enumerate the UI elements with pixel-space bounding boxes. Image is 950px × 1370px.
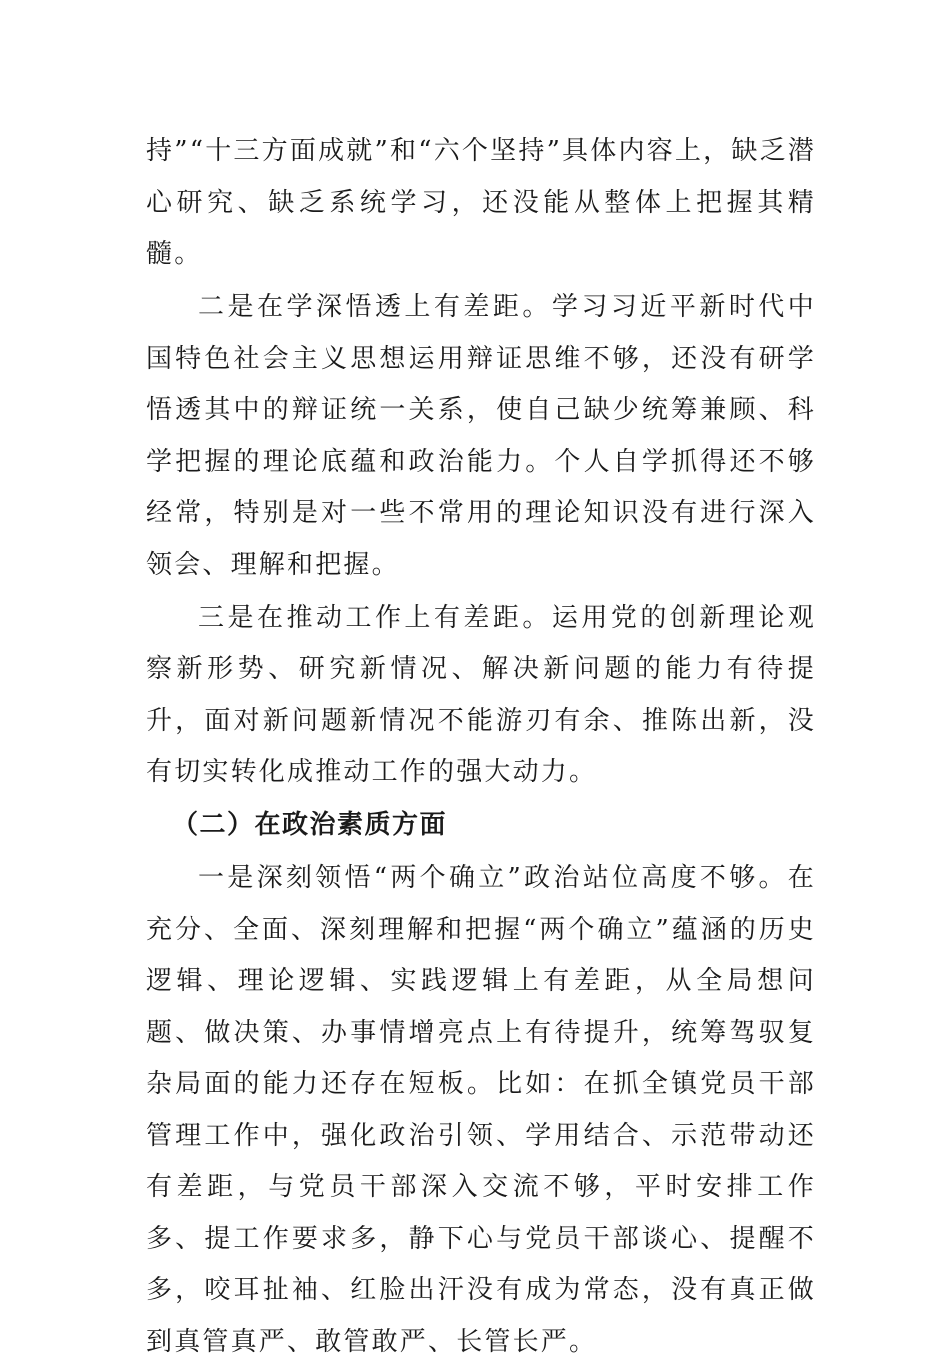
paragraph-political-stance: 一是深刻领悟“两个确立”政治站位高度不够。在充分、全面、深刻理解和把握“两个确立”蕴涵的历史逻辑、理论逻辑、实践逻辑上有差距，从全局想问题、做决策、办事情增亮点上有待提升，统筹驾驭复杂局面的能力还存在短板。比如：在抓全镇党员干部管理工作中，强化政治引领、学用结合、示范带动还有差距，与党员干部深入交流不够，平时安排工作多、提工作要求多，静下心与党员干部谈心、提醒不多，咬耳扯袖、红脸出汗没有成为常态，没有真正做到真管真严、敢管敢严、长管长严。 bbox=[146, 863, 816, 1357]
section-heading: （二）在政治素质方面 bbox=[172, 810, 448, 841]
document-body bbox=[146, 126, 816, 1370]
paragraph-study-gap: 二是在学深悟透上有差距。学习习近平新时代中国特色社会主义思想运用辩证思维不够，还没有研学悟透其中的辩证统一关系，使自己缺少统筹兼顾、科学把握的理论底蕴和政治能力。个人自学抓得还不够经常，特别是对一些不常用的理论知识没有进行深入领会、理解和把握。 bbox=[146, 292, 816, 580]
paragraph-continued: 持”“十三方面成就”和“六个坚持”具体内容上，缺乏潜心研究、缺乏系统学习，还没能从整体上把握其精髓。 bbox=[146, 136, 816, 269]
paragraph-work-gap: 三是在推动工作上有差距。运用党的创新理论观察新形势、研究新情况、解决新问题的能力有待提升，面对新问题新情况不能游刃有余、推陈出新，没有切实转化成推动工作的强大动力。 bbox=[146, 602, 816, 788]
